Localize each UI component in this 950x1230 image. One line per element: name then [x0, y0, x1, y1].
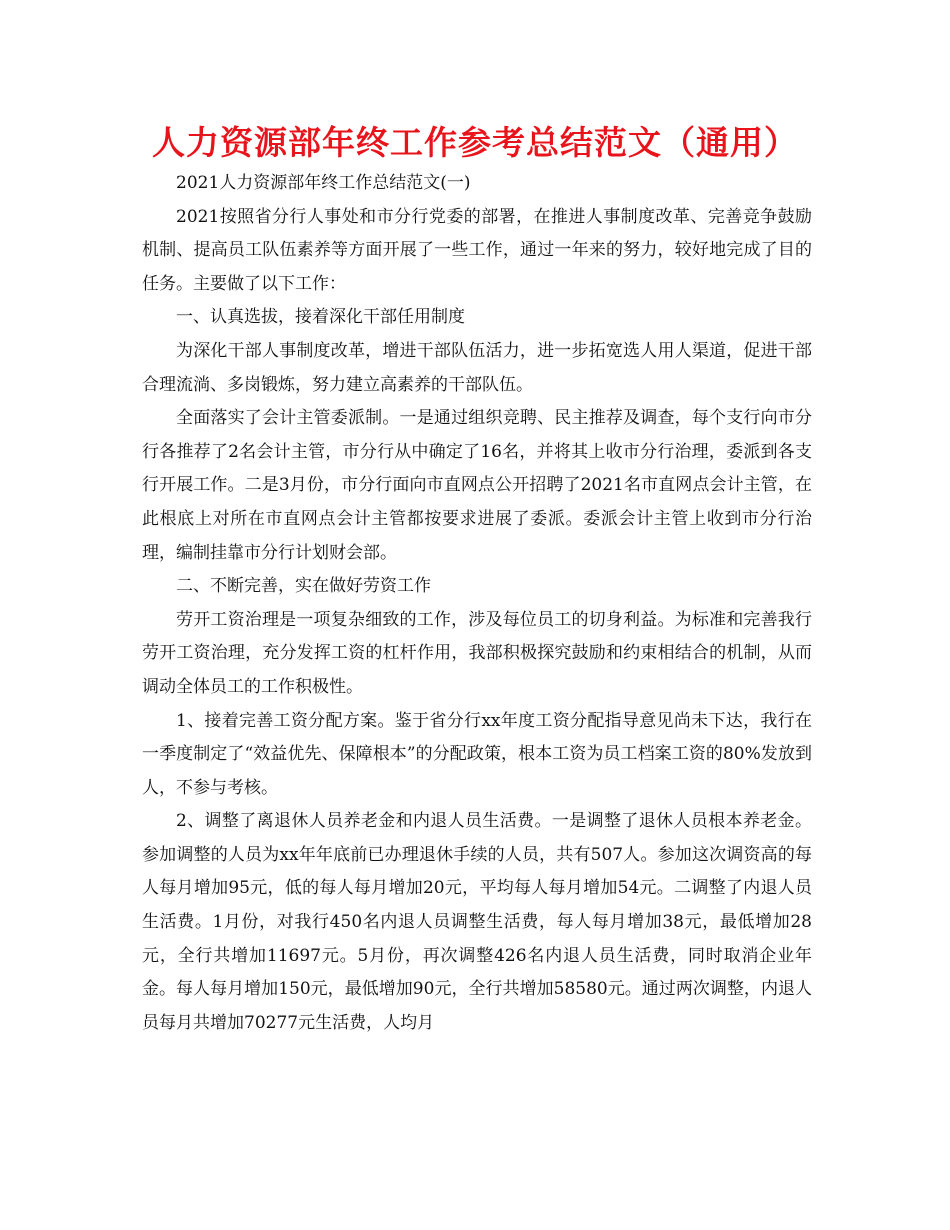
paragraph: 为深化干部人事制度改革，增进干部队伍活力，进一步拓宽选人用人渠道，促进干部合理流淌、多岗锻炼，努力建立高素养的干部队伍。 [142, 340, 812, 395]
paragraph-subtitle: 2021人力资源部年终工作总结范文(一) [176, 173, 471, 193]
document-body [142, 167, 812, 1040]
section-heading: 二、不断完善，实在做好劳资工作 [176, 576, 431, 597]
section-heading: 一、认真选拔，接着深化干部任用制度 [176, 307, 465, 328]
paragraph: 2021按照省分行人事处和市分行党委的部署，在推进人事制度改革、完善竞争鼓励机制、提高员工队伍素养等方面开展了一些工作，通过一年来的努力，较好地完成了目的任务。主要做了以下工作： [142, 206, 812, 294]
paragraph: 2、调整了离退休人员养老金和内退人员生活费。一是调整了退休人员根本养老金。参加调整的人员为xx年年底前已办理退休手续的人员，共有507人。参加这次调资高的每人每月增加95元，低的每人每月增加20元，平均每人每月增加54元。二调整了内退人员生活费。1月份，对我行450名内退人员调整生活费，每人每月增加38元，最低增加28元，全行共增加11697元。5月份，再次调整426名内退人员生活费，同时取消企业年金。每人每月增加150元，最低增加90元，全行共增加58580元。通过两次调整，内退人员每月共增加70277元生活费，人均月 [142, 811, 812, 1033]
paragraph: 全面落实了会计主管委派制。一是通过组织竞聘、民主推荐及调查，每个支行向市分行各推荐了2名会计主管，市分行从中确定了16名，并将其上收市分行治理，委派到各支行开展工作。二是3月份，市分行面向市直网点公开招聘了2021名市直网点会计主管，在此根底上对所在市直网点会计主管都按要求进展了委派。委派会计主管上收到市分行治理，编制挂靠市分行计划财会部。 [142, 408, 812, 563]
document-title: 人力资源部年终工作参考总结范文（通用） [152, 123, 798, 162]
paragraph: 1、接着完善工资分配方案。鉴于省分行xx年度工资分配指导意见尚未下达，我行在一季度制定了“效益优先、保障根本”的分配政策，根本工资为员工档案工资的80%发放到人，不参与考核。 [142, 710, 812, 798]
paragraph: 劳开工资治理是一项复杂细致的工作，涉及每位员工的切身利益。为标准和完善我行劳开工资治理，充分发挥工资的杠杆作用，我部积极探究鼓励和约束相结合的机制，从而调动全体员工的工作积极性。 [142, 609, 812, 697]
